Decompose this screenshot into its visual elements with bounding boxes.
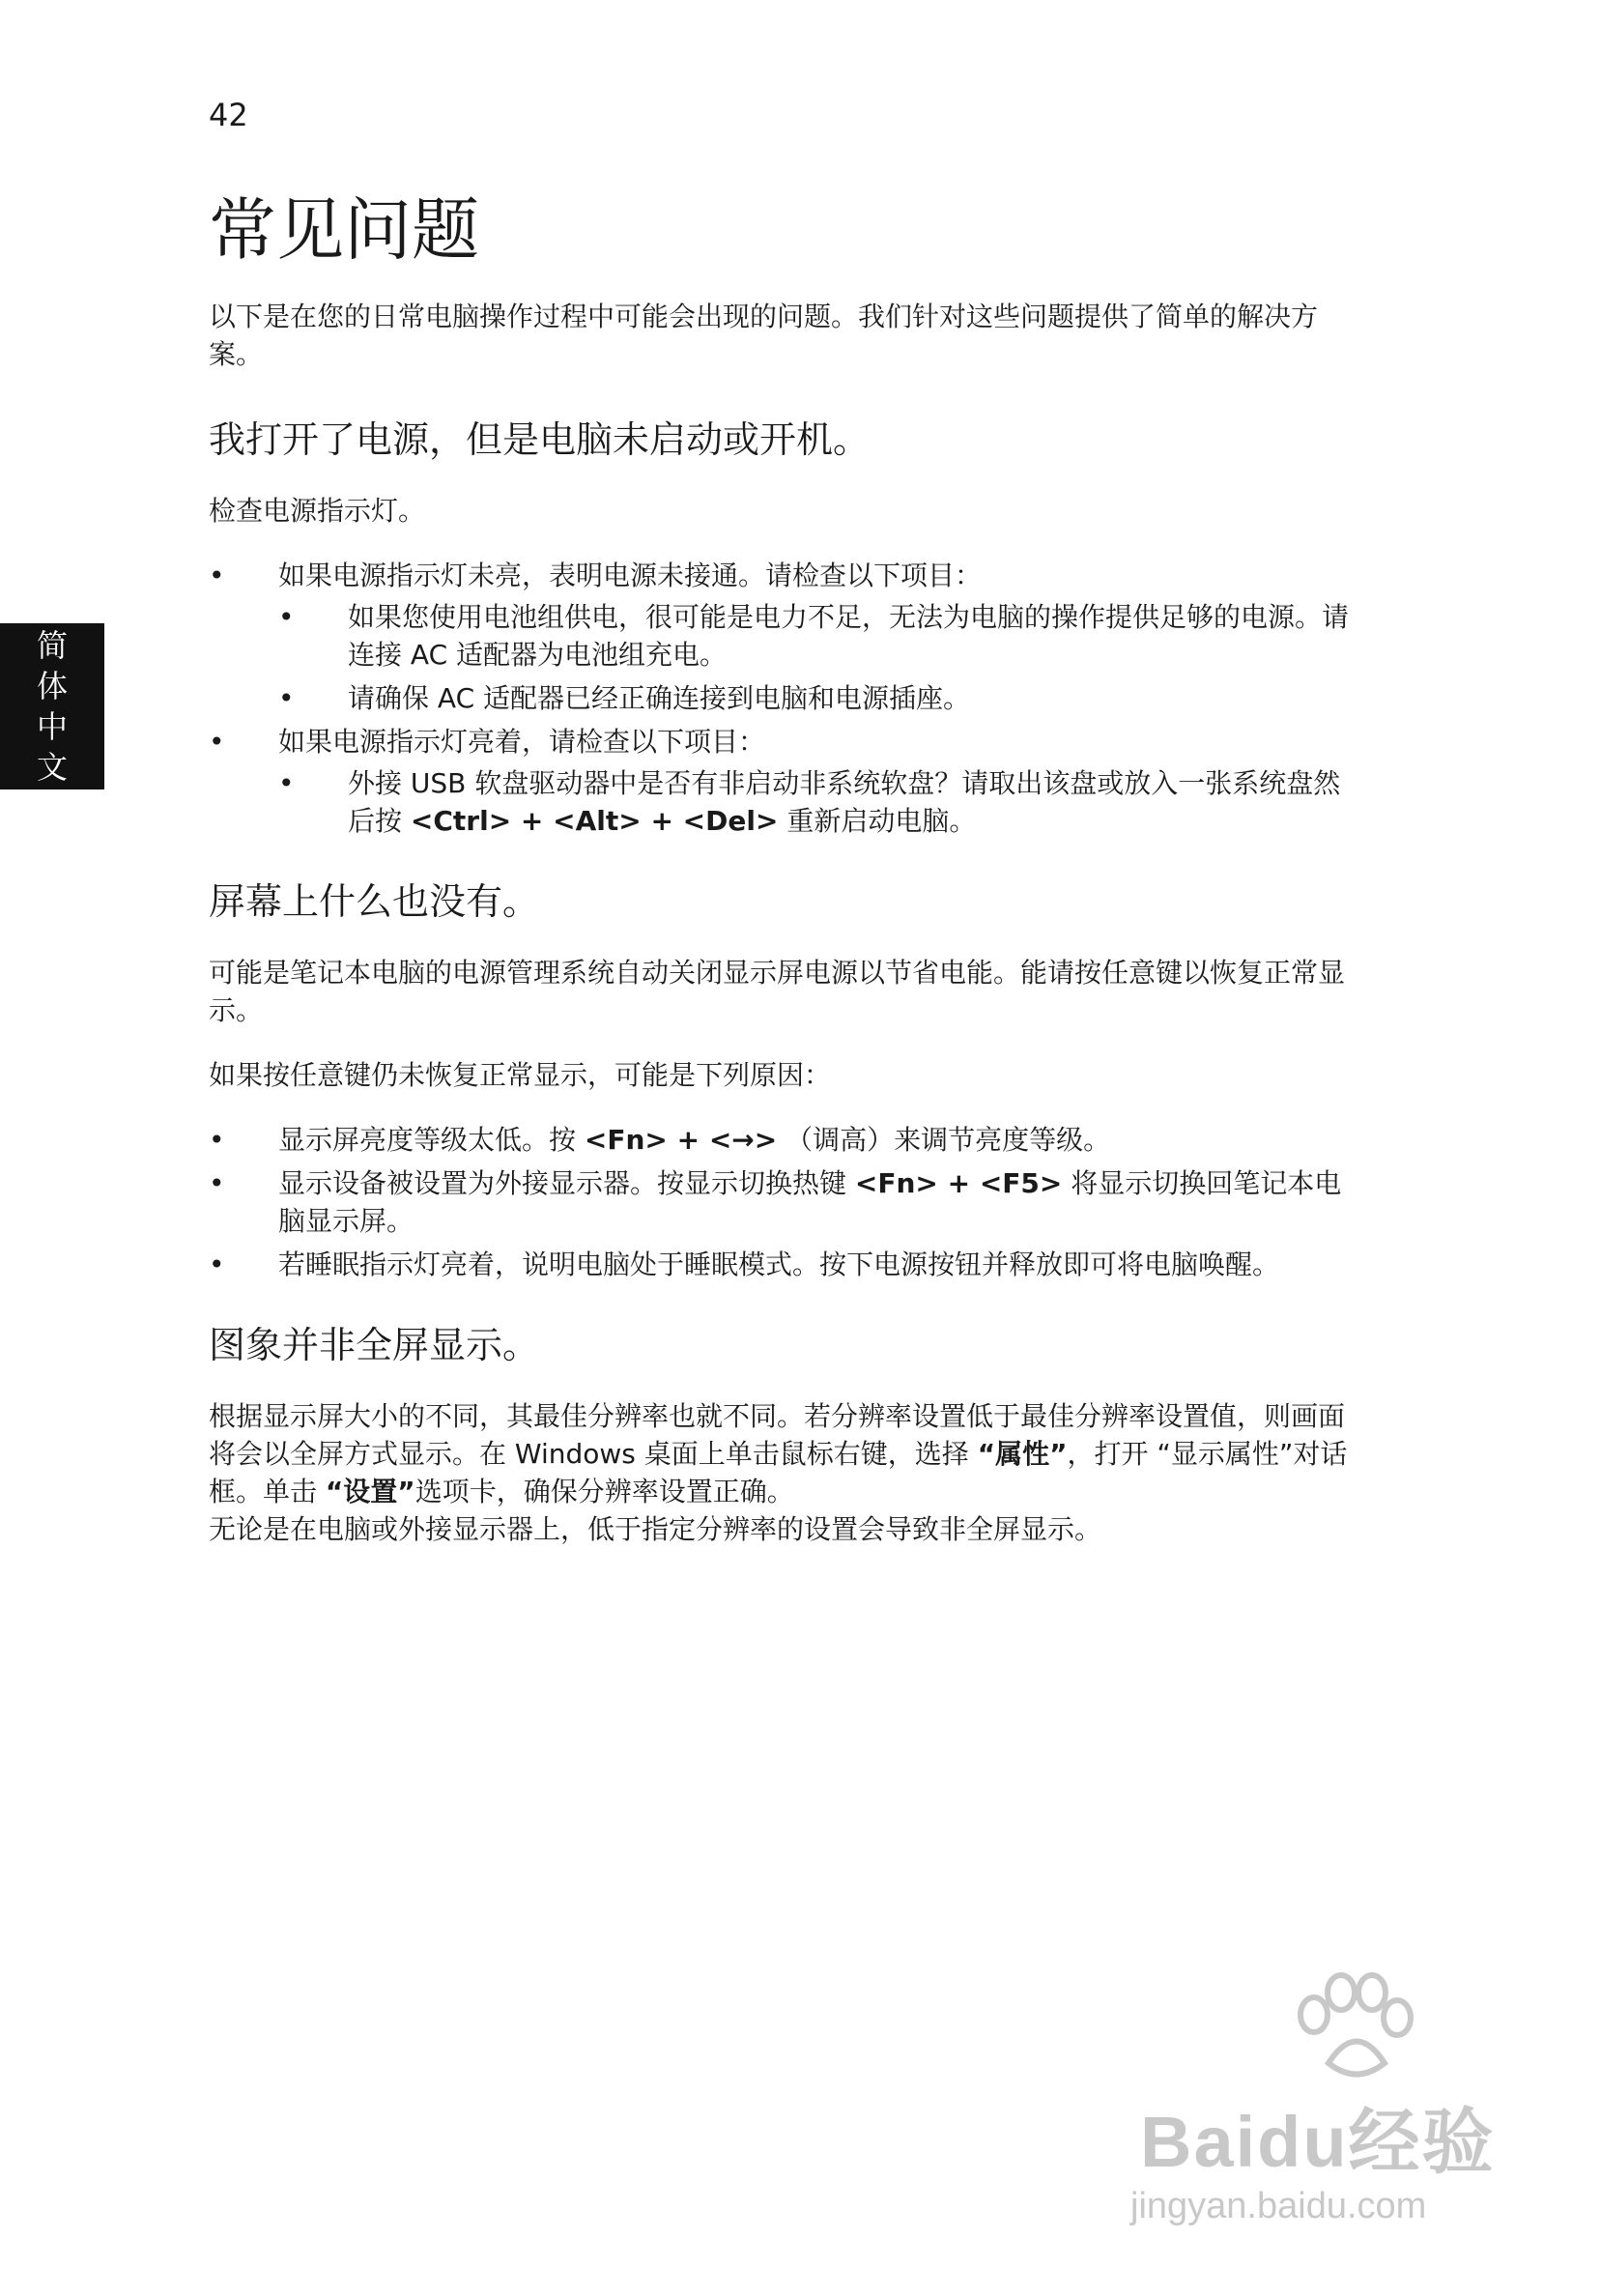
intro-paragraph: 以下是在您的日常电脑操作过程中可能会出现的问题。我们针对这些问题提供了简单的解决方案。 <box>209 301 1319 370</box>
section-fullscreen <box>209 1322 1363 1548</box>
bold-term: “设置” <box>325 1476 415 1507</box>
bold-term: “属性” <box>977 1438 1068 1470</box>
paw-logo-icon <box>1285 1971 1420 2087</box>
section-paragraph: 如果按任意键仍未恢复正常显示，可能是下列原因： <box>209 1059 832 1091</box>
list-item-text: 如果电源指示灯亮着，请检查以下项目： <box>278 726 766 758</box>
list-item-text: （调高）来调节亮度等级。 <box>777 1124 1111 1156</box>
side-tab-char: 文 <box>36 749 68 786</box>
side-tab-char: 体 <box>36 668 68 704</box>
list-item <box>209 557 1363 717</box>
watermark-url: jingyan.baidu.com <box>1130 2186 1427 2226</box>
section-paragraph: 检查电源指示灯。 <box>209 495 426 527</box>
section-paragraph: 无论是在电脑或外接显示器上，低于指定分辨率的设置会导致非全屏显示。 <box>209 1513 1102 1545</box>
page-title: 常见问题 <box>209 190 479 270</box>
section-heading: 我打开了电源，但是电脑未启动或开机。 <box>209 418 871 461</box>
document-body <box>209 298 1363 1548</box>
paragraph-text: 根据显示屏大小的不同，其最佳分辨率也就不同。若分辨率设置低于最佳分辨率设置值，则画面将会以全屏方式显示。在 Windows 桌面上单击鼠标右键，选择 <box>209 1400 1346 1470</box>
list-item-text: 若睡眠指示灯亮着，说明电脑处于睡眠模式。按下电源按钮并释放即可将电脑唤醒。 <box>278 1248 1280 1280</box>
sub-list-item-text: 请确保 AC 适配器已经正确连接到电脑和电源插座。 <box>348 682 971 714</box>
list-item <box>209 1121 1363 1159</box>
sub-list-item-text: 如果您使用电池组供电，很可能是电力不足，无法为电脑的操作提供足够的电源。请连接 AC 适配器为电池组充电。 <box>348 601 1350 671</box>
list-item <box>209 1246 1363 1283</box>
section-power <box>209 416 1363 840</box>
list-item <box>209 723 1363 840</box>
list-item-text: 显示设备被设置为外接显示器。按显示切换热键 <box>278 1167 855 1199</box>
language-side-tab <box>0 623 104 789</box>
page-number: 42 <box>209 97 248 133</box>
section-paragraph: 可能是笔记本电脑的电源管理系统自动关闭显示屏电源以节省电能。能请按任意键以恢复正常显示。 <box>209 957 1346 1026</box>
key-combination: <Fn> + <F5> <box>854 1167 1063 1199</box>
side-tab-char: 简 <box>36 627 68 664</box>
list-item-text: 将显示切换回笔记本电脑显示屏。 <box>278 1167 1342 1237</box>
section-heading: 屏幕上什么也没有。 <box>209 880 540 923</box>
section-paragraph <box>209 1397 1363 1510</box>
sub-list-item-text: 重新启动电脑。 <box>778 805 977 837</box>
sub-bullet-list <box>278 764 1363 840</box>
sub-bullet-list <box>278 598 1363 717</box>
section-blank-screen <box>209 878 1363 1283</box>
side-tab-char: 中 <box>36 708 68 745</box>
key-combination: <Fn> + <→> <box>584 1124 778 1156</box>
paragraph-text: 选项卡，确保分辨率设置正确。 <box>414 1476 794 1507</box>
section-heading: 图象并非全屏显示。 <box>209 1324 540 1366</box>
sub-list-item <box>278 764 1363 840</box>
key-combination: <Ctrl> + <Alt> + <Del> <box>410 805 779 837</box>
sub-list-item-text: 外接 USB 软盘驱动器中是否有非启动非系统软盘？请取出该盘或放入一张系统盘然后按 <box>348 767 1341 837</box>
sub-list-item <box>278 598 1363 674</box>
watermark-logo-text: Baidu经验 <box>1140 2102 1496 2182</box>
list-item <box>209 1164 1363 1240</box>
baidu-jingyan-watermark <box>1121 1971 1536 2261</box>
list-item-text: 显示屏亮度等级太低。按 <box>278 1124 585 1156</box>
sub-list-item <box>278 679 1363 717</box>
bullet-list <box>209 1121 1363 1283</box>
bullet-list <box>209 557 1363 840</box>
paragraph-text: ，打开 “显示属性”对话框。单击 <box>209 1438 1348 1507</box>
list-item-text: 如果电源指示灯未亮，表明电源未接通。请检查以下项目： <box>278 560 983 591</box>
